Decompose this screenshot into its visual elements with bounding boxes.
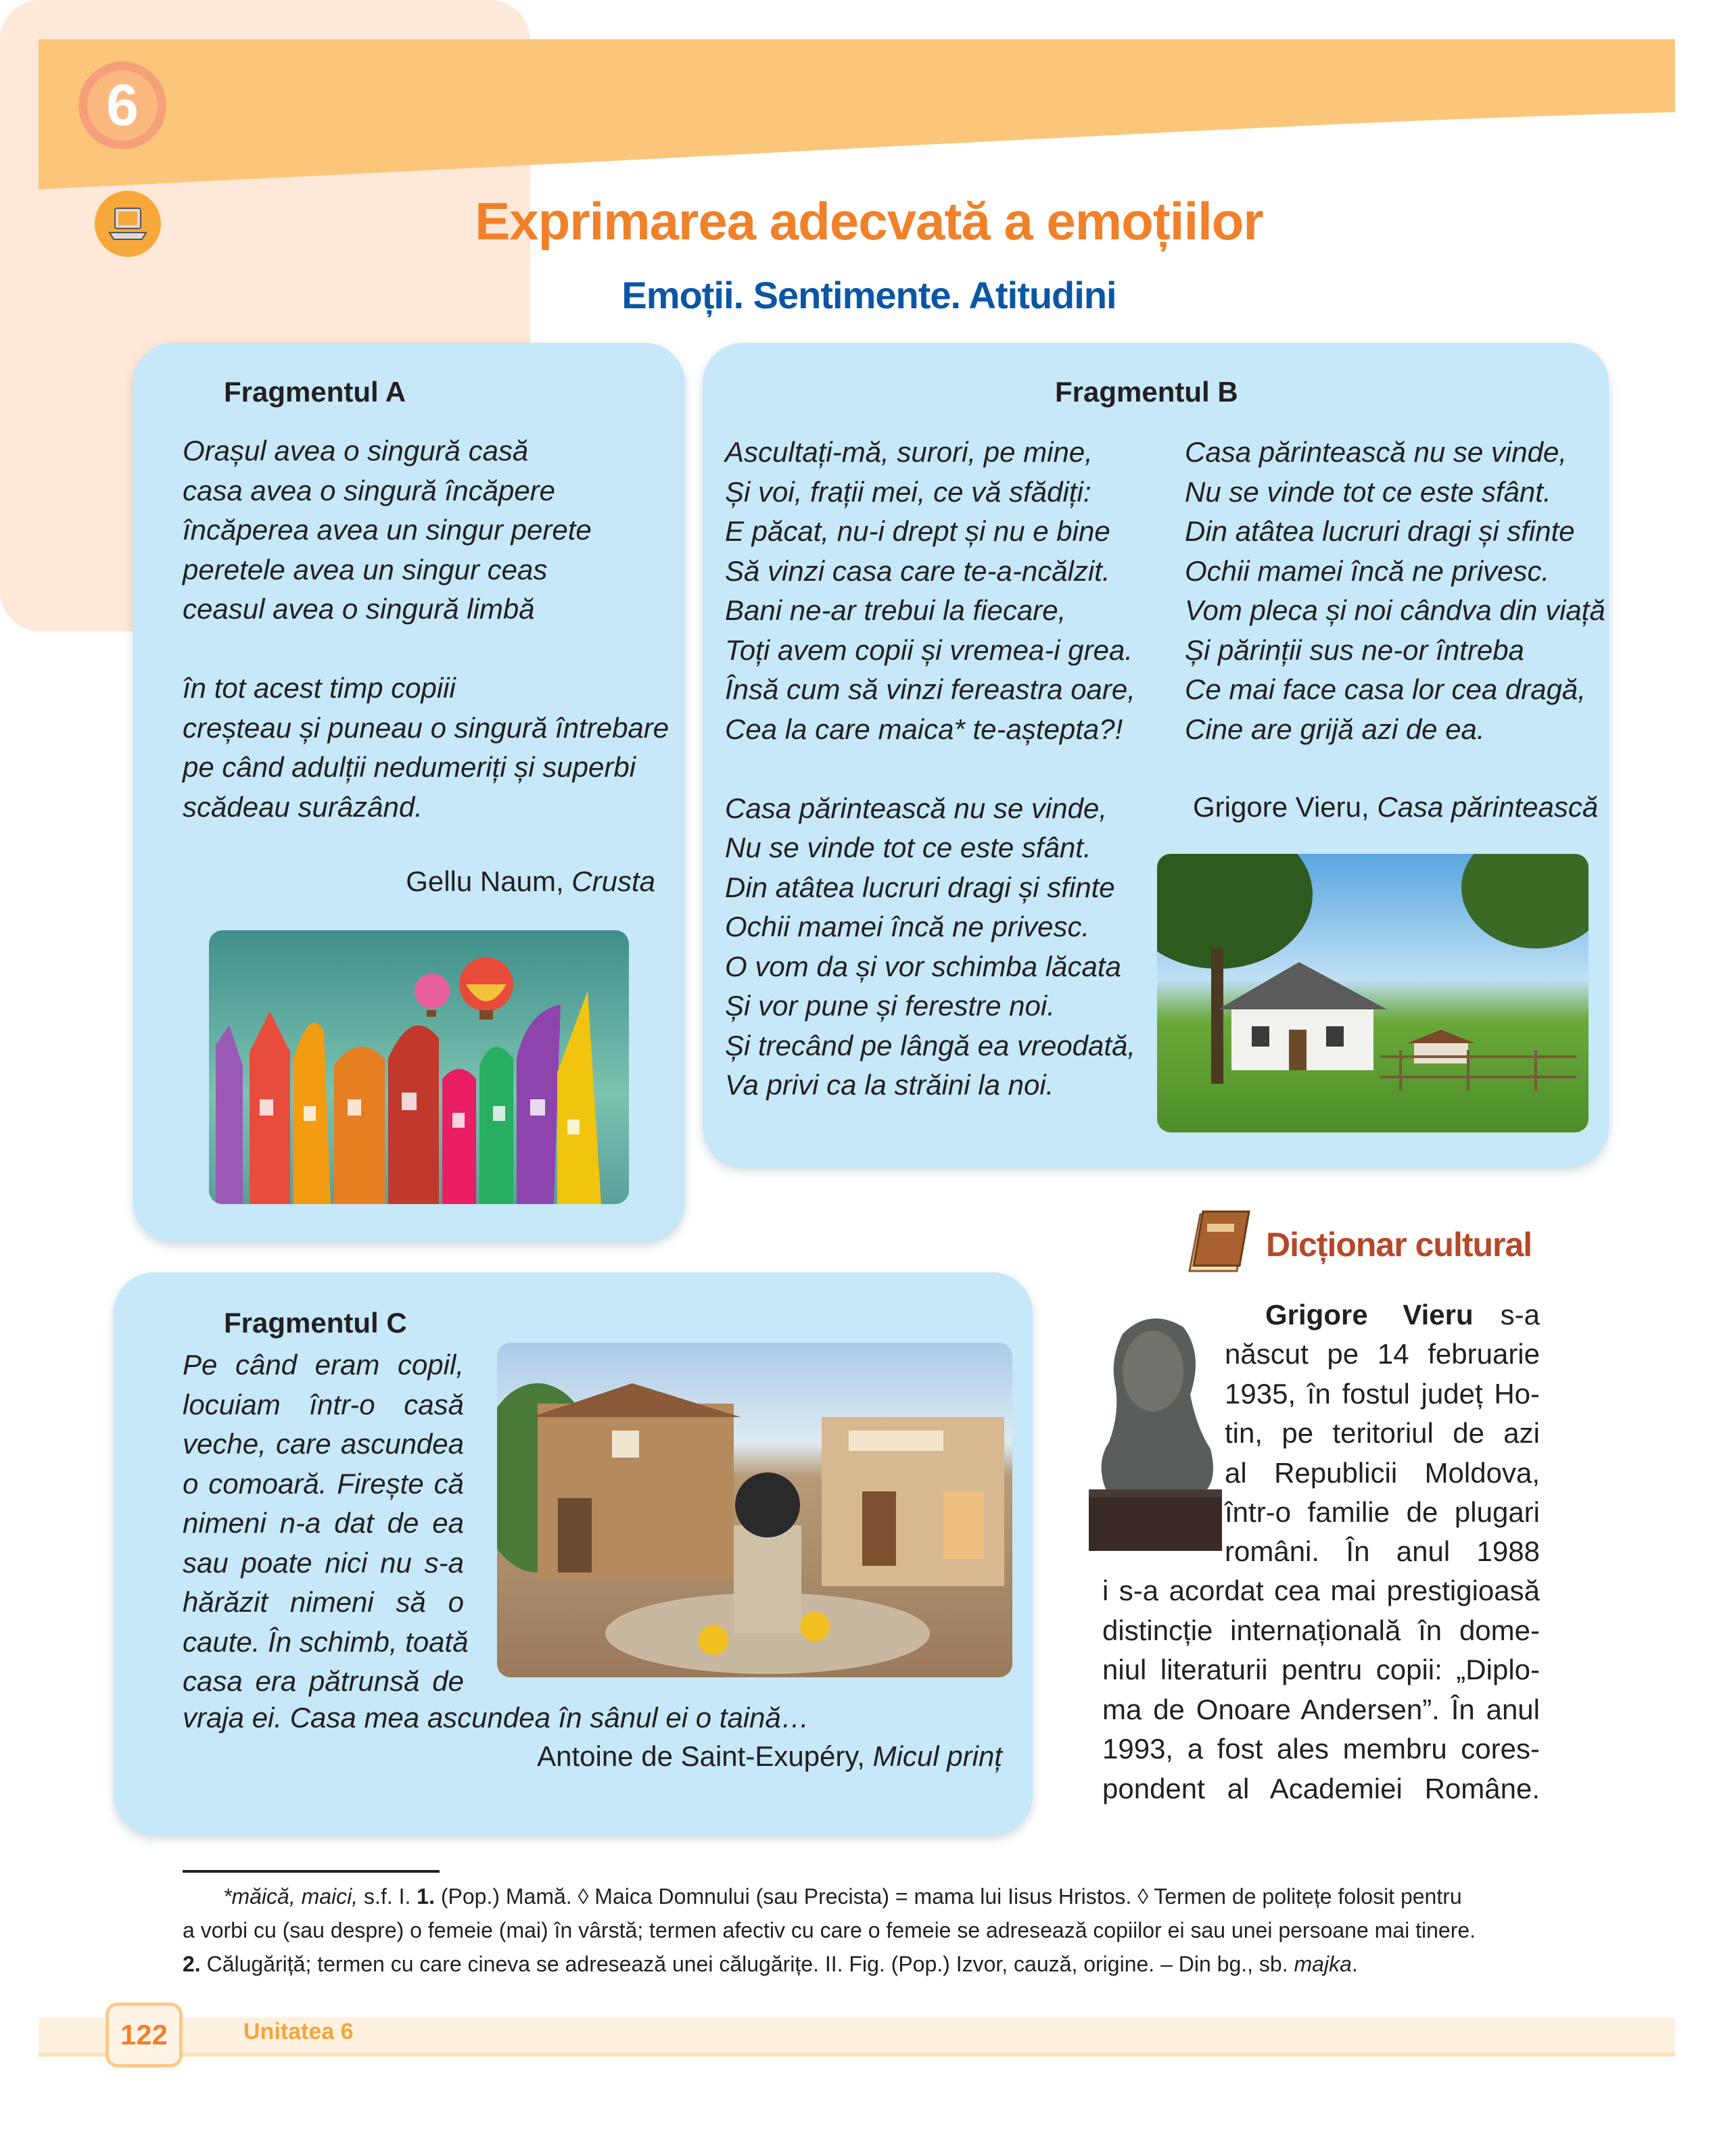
footnote-text: (Pop.) Mamă. ◊ Maica Domnului (sau Precista) = mama lui Iisus Hristos. ◊ Termen de politețe folosit pentru [434, 1884, 1462, 1909]
page-number: 122 [105, 2003, 183, 2067]
text-line: ceasul avea o singură limbă [183, 593, 535, 625]
text-line: Însă cum să vinzi fereastra oare, [725, 673, 1135, 705]
footnote-number: 2. [183, 1952, 201, 1976]
text-line: tin, pe teritoriul de azi [1225, 1417, 1540, 1450]
grigore-vieru-bust-photo [1089, 1307, 1222, 1551]
text-line: Din atâtea lucruri dragi și sfinte [725, 871, 1115, 903]
text-line: Bani ne-ar trebui la fiecare, [725, 594, 1066, 626]
text-line: Orașul avea o singură casă [183, 435, 529, 466]
chapter-number-badge [78, 62, 166, 149]
fragment-b-author [1193, 791, 1598, 823]
fragment-a-heading: Fragmentul A [224, 376, 406, 408]
text-line: Ochii mamei încă ne privesc. [725, 911, 1090, 942]
text-line: Ce mai face casa lor cea dragă, [1185, 673, 1586, 705]
parental-house-photo [1157, 854, 1589, 1132]
fragment-b-poem-column-2 [1185, 433, 1605, 749]
text-line: Nu se vinde tot ce este sfânt. [725, 832, 1091, 863]
footnote-rule [183, 1870, 440, 1873]
text-line: Și părinții sus ne-or întreba [1185, 633, 1524, 666]
text-line: Din atâtea lucruri dragi și sfinte [1185, 515, 1575, 547]
author-name: Gellu Naum, [406, 865, 572, 897]
text-line: casa avea o singură încăpere [183, 474, 556, 506]
text-line: nimeni n-a dat de ea [183, 1507, 464, 1539]
text-line: sau poate nici nu s-a [183, 1546, 464, 1579]
text-line: Va privi ca la străini la noi. [725, 1069, 1054, 1101]
village-square-photo [497, 1343, 1012, 1677]
text-line: Toți avem copii și vremea-i grea. [725, 633, 1133, 666]
text-line: pondent al Academiei Române. [1102, 1772, 1540, 1804]
page-subtitle: Emoții. Sentimente. Atitudini [621, 274, 1116, 316]
text-line: născut pe 14 februarie [1225, 1338, 1540, 1370]
text-line: o comoară. Firește că [183, 1467, 464, 1500]
chapter-number: 6 [87, 70, 158, 141]
footnote-line-1 [183, 1879, 1562, 1913]
text-line: hărăzit nimeni să o [183, 1586, 464, 1618]
footnote-text: s.f. I. [358, 1884, 417, 1909]
text-line: Și trecând pe lângă ea vreodată, [725, 1029, 1136, 1061]
person-name: Grigore Vieru [1265, 1299, 1474, 1331]
footnote-number: 1. [417, 1884, 435, 1909]
text-line: veche, care ascundea [183, 1428, 464, 1460]
text-line: creșteau și puneau o singură întrebare [183, 711, 669, 744]
unit-label: Unitatea 6 [243, 2019, 354, 2044]
work-title: Crusta [571, 865, 655, 897]
text-line: i s-a acordat cea mai prestigioasă [1102, 1575, 1540, 1606]
text-line [725, 749, 1135, 789]
text-line: locuiam într-o casă [183, 1388, 464, 1420]
text-line: Pe când eram copil, [183, 1349, 464, 1381]
text-line: 1993, a fost ales membru cores- [1102, 1733, 1540, 1765]
text-line: Ochii mamei încă ne privesc. [1185, 554, 1550, 587]
fragment-b-heading: Fragmentul B [1055, 376, 1238, 408]
footnote-term: *măică, maici, [223, 1884, 358, 1909]
text-line: peretele avea un singur ceas [183, 553, 548, 585]
fragment-a-author [406, 865, 655, 898]
fragment-c-text-tail: vraja ei. Casa mea ascundea în sânul ei o taină… [183, 1702, 809, 1733]
text-line: Și vor pune și ferestre noi. [725, 990, 1055, 1022]
fragment-c-author [537, 1740, 1002, 1773]
fragment-a-poem [183, 431, 669, 827]
fragment-c-heading: Fragmentul C [224, 1307, 407, 1339]
fragment-c-text [183, 1345, 469, 1702]
author-name: Antoine de Saint-Exupéry, [537, 1740, 873, 1772]
text-line: Vom pleca și noi cândva din viață [1185, 594, 1605, 626]
text-line: Casa părintească nu se vinde, [725, 792, 1108, 824]
text-line: români. În anul 1988 [1225, 1535, 1540, 1568]
text-line [1225, 1295, 1540, 1335]
cultural-dictionary-text [1102, 1571, 1540, 1808]
text-line: în tot acest timp copiii [183, 672, 456, 704]
text-line: ma de Onoare Andersen”. În anul [1102, 1693, 1540, 1725]
footnote-text: Călugăriță; termen cu care cineva se adresează unei călugărițe. II. Fig. (Pop.) Izvor, cauză, origine. – Din bg., sb. [200, 1952, 1294, 1976]
header-band [39, 39, 1675, 189]
work-title: Micul prinț [872, 1740, 1002, 1772]
text-line: al Republicii Moldova, [1225, 1456, 1540, 1489]
text-line: O vom da și vor schimba lăcata [725, 950, 1121, 982]
text-line: Să vinzi casa care te-a-ncălzit. [725, 554, 1110, 587]
text-line: Casa părintească nu se vinde, [1185, 436, 1568, 468]
text-line: distincție internațională în dome- [1102, 1614, 1540, 1646]
footnote-line-3 [183, 1947, 1562, 1981]
text-line: Și voi, frații mei, ce vă sfădiți: [725, 475, 1091, 508]
fragment-b-poem-column-1 [725, 433, 1135, 1105]
book-icon [1188, 1209, 1252, 1276]
text-line: caute. În schimb, toată [183, 1625, 469, 1658]
footnote-etymology: majka [1294, 1952, 1352, 1976]
work-title: Casa părintească [1377, 791, 1599, 823]
text-line: Ascultați-mă, surori, pe mine, [725, 436, 1093, 468]
cultural-dictionary-title: Dicționar cultural [1266, 1226, 1532, 1264]
text-line: pe când adulții nedumeriți și superbi [183, 751, 636, 783]
author-name: Grigore Vieru, [1193, 791, 1378, 823]
text-line: 1935, în fostul județ Ho- [1225, 1377, 1540, 1410]
text-line [183, 629, 669, 669]
text-line: casa era pătrunsă de [183, 1665, 464, 1697]
footnote-text: . [1351, 1952, 1358, 1976]
text-line: încăperea avea un singur perete [183, 514, 592, 546]
text-line: niul literaturii pentru copii: „Diplo- [1102, 1654, 1540, 1685]
footnote [183, 1879, 1562, 1981]
text-line: scădeau surâzând. [183, 790, 423, 823]
page-title: Exprimarea adecvată a emoțiilor [475, 191, 1263, 251]
text-line: Nu se vinde tot ce este sfânt. [1185, 475, 1551, 508]
footnote-line-2: a vorbi cu (sau despre) o femeie (mai) în vârstă; termen afectiv cu care o femeie se adresează copiilor ei sau unei persoane mai tinere. [183, 1918, 1476, 1942]
colorful-houses-illustration [209, 930, 629, 1204]
text-line: Cea la care maica* te-aștepta?! [725, 713, 1123, 745]
text-line: într-o familie de plugari [1225, 1496, 1540, 1529]
cultural-dictionary-text-beside-photo [1225, 1295, 1540, 1572]
text: s-a [1500, 1299, 1540, 1331]
text-line: Cine are grijă azi de ea. [1185, 713, 1485, 745]
text-line: E păcat, nu-i drept și nu e bine [725, 515, 1110, 547]
